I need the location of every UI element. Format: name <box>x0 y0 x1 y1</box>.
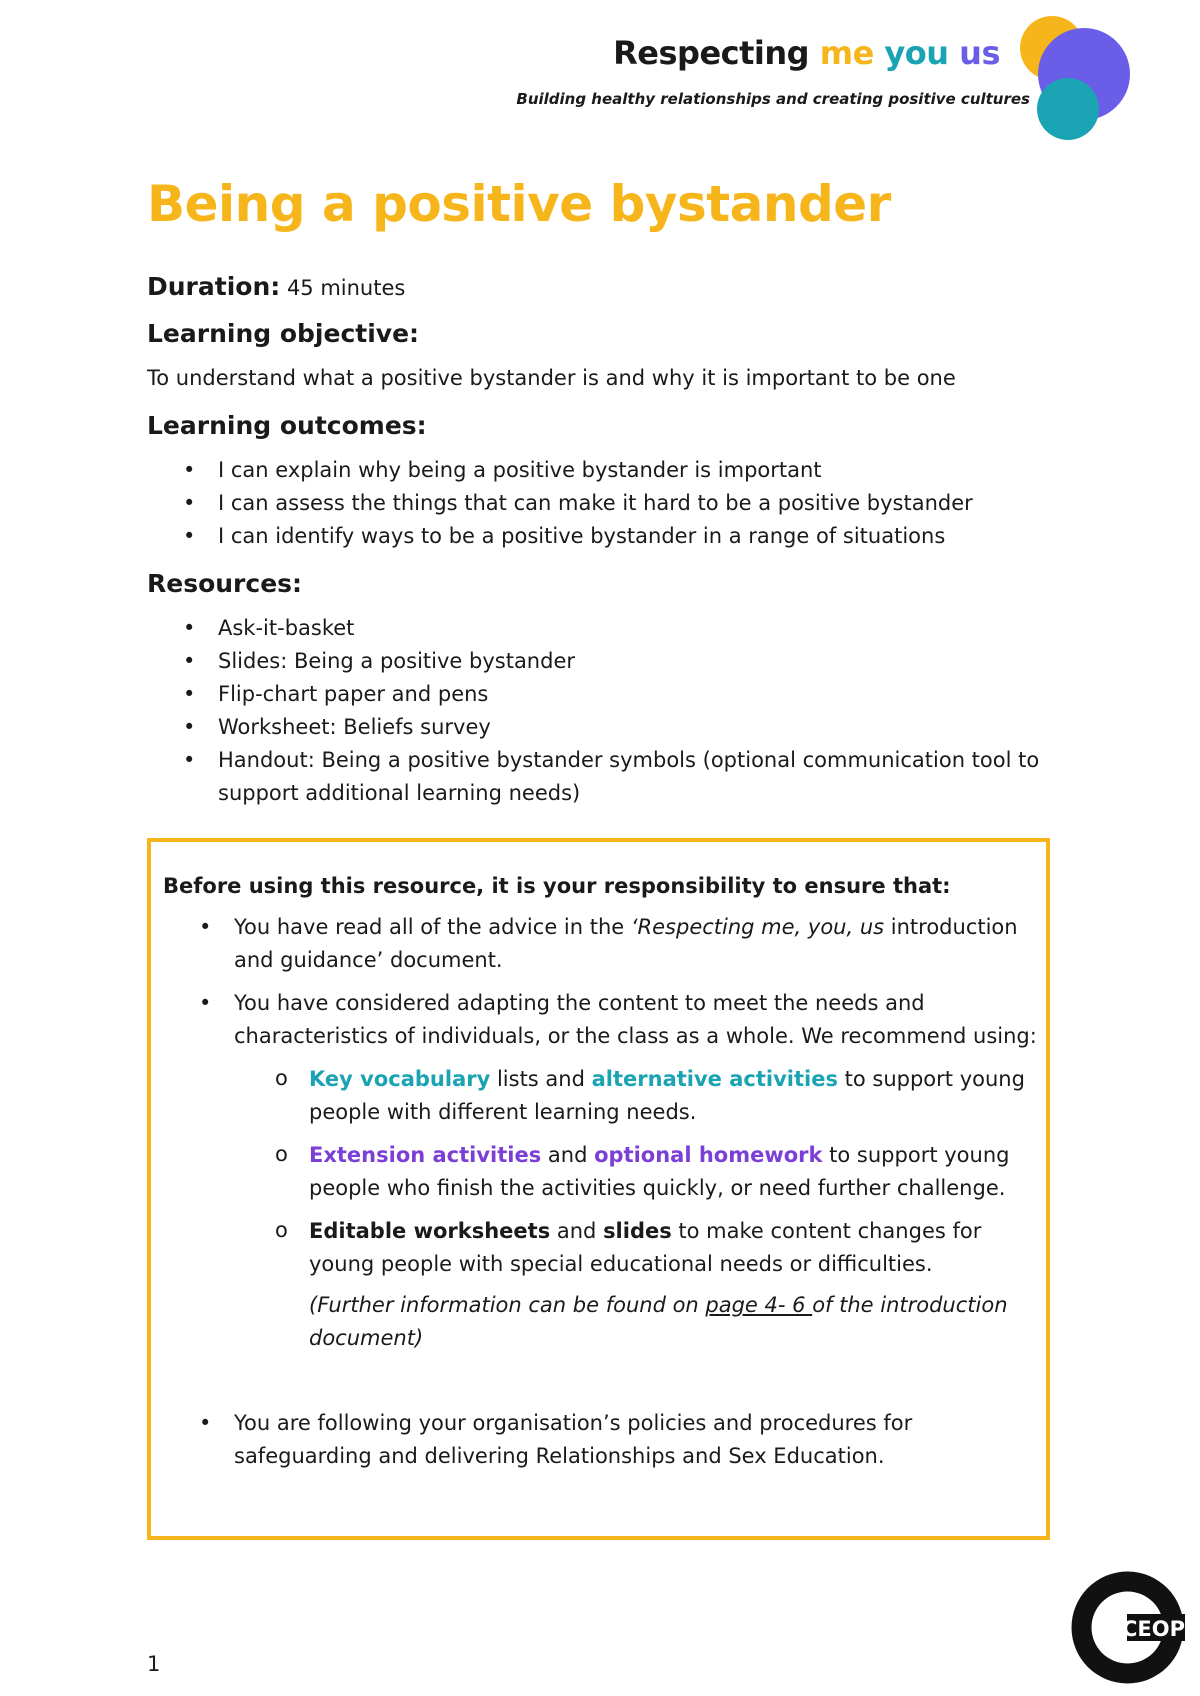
list-item: • Slides: Being a positive bystander <box>147 645 1047 678</box>
list-item: • I can assess the things that can make it hard to be a positive bystander <box>147 487 1047 520</box>
resources-list <box>147 612 1047 810</box>
box-item-adapting: • You have considered adapting the content to meet the needs and characteristics of individuals, or the class as a whole. We recommend using: <box>199 991 1037 1048</box>
duration-value: 45 minutes <box>286 276 406 300</box>
duration <box>147 270 1047 305</box>
duration-label: Duration: <box>147 272 281 301</box>
list-item: • Worksheet: Beliefs survey <box>147 711 1047 744</box>
box-subitem-editable: o Editable worksheets and slides to make content changes for young people with special educational needs or difficulties. <box>275 1218 982 1276</box>
brand-tagline: Building healthy relationships and creating positive cultures <box>516 90 1030 108</box>
box-subitem-vocabulary: o Key vocabulary lists and alternative activities to support young people with different learning needs. <box>275 1066 1025 1124</box>
page-title: Being a positive bystander <box>147 175 891 233</box>
objective-heading: Learning objective: <box>147 319 420 348</box>
page-number: 1 <box>147 1652 161 1676</box>
ceop-logo <box>1070 1570 1185 1685</box>
brand-header <box>516 20 1180 150</box>
box-item-policies: • You are following your organisation’s policies and procedures for safeguarding and delivering Relationships and Sex Education. <box>199 1411 913 1468</box>
resources-heading: Resources: <box>147 569 303 598</box>
list-item: • Flip-chart paper and pens <box>147 678 1047 711</box>
box-note: (Further information can be found on page 4- 6 of the introduction document) <box>309 1293 1008 1350</box>
objective-text: To understand what a positive bystander is and why it is important to be one <box>147 366 956 390</box>
page-reference-link[interactable]: page 4- 6 <box>705 1293 813 1317</box>
list-item: • Ask-it-basket <box>147 612 1047 645</box>
outcomes-list <box>147 454 1047 553</box>
list-item: • I can identify ways to be a positive bystander in a range of situations <box>147 520 1047 553</box>
outcomes-heading: Learning outcomes: <box>147 411 427 440</box>
responsibility-box <box>147 838 1050 1540</box>
list-item: • Handout: Being a positive bystander symbols (optional communication tool to support additional learning needs) <box>147 744 1047 810</box>
box-item-advice: • You have read all of the advice in the ‘Respecting me, you, us introduction and guidance’ document. <box>199 915 1018 972</box>
box-subitem-extension: o Extension activities and optional homework to support young people who finish the activities quickly, or need further challenge. <box>275 1142 1010 1200</box>
brand-circle-teal <box>1037 78 1099 140</box>
brand-logo-text: Respecting me you us <box>613 34 1000 72</box>
box-heading: Before using this resource, it is your responsibility to ensure that: <box>163 874 951 898</box>
list-item: • I can explain why being a positive bystander is important <box>147 454 1047 487</box>
lesson-overview <box>147 270 1047 810</box>
ceop-logo-text: CEOP <box>1122 1617 1185 1641</box>
